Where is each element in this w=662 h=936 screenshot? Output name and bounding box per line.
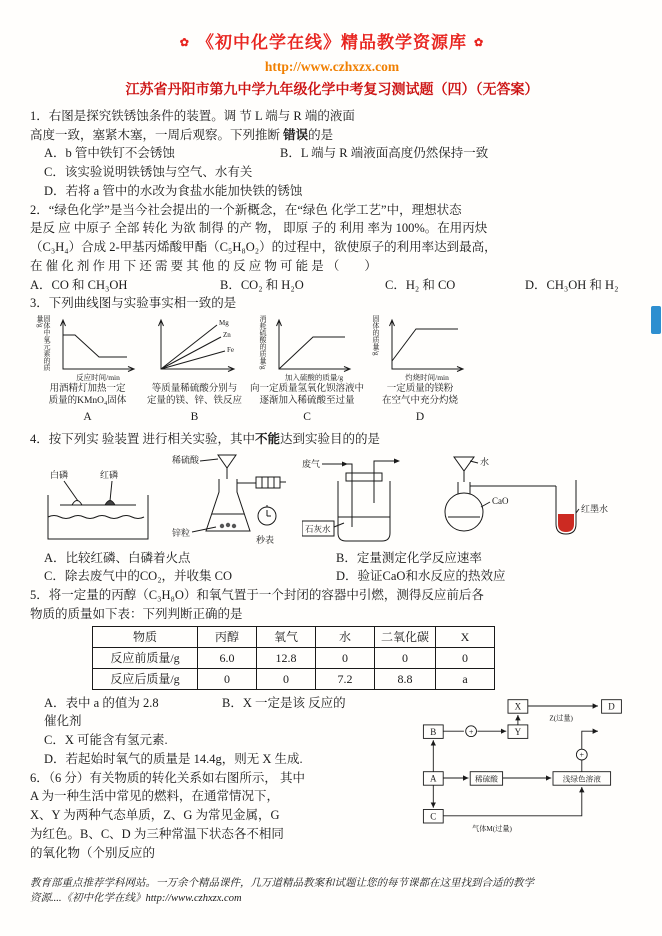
header-x: X xyxy=(436,626,495,647)
box-a-label: A xyxy=(430,773,437,784)
table-row xyxy=(93,647,495,668)
banner-url-link[interactable]: http://www.czhxzx.com xyxy=(264,58,400,74)
flask-neck xyxy=(458,482,470,494)
axes xyxy=(392,321,462,369)
q4-intro-pre: 4．按下列实 验装置 进行相关实验，其中 xyxy=(30,431,256,446)
header-oxygen: 氧气 xyxy=(257,626,316,647)
q3-d-caption1: 一定质量的镁粉 xyxy=(386,384,454,394)
arrow-to-d xyxy=(582,731,598,749)
q1-option-b: B．L 端与 R 端液面高度仍然保持一致 xyxy=(280,146,489,161)
banner-title xyxy=(30,30,634,56)
box-y-label: Y xyxy=(514,726,522,737)
q6-line3: X、Y 为两种气态单质，Z、G 为常见金属，G xyxy=(30,808,280,823)
q3-figure-b xyxy=(147,315,242,426)
q3-c-caption1: 向一定质量氢氧化钡溶液中 xyxy=(250,384,365,394)
q4-apparatus-d-cao-water xyxy=(418,452,613,547)
q1-option-a: A．b 管中铁钉不会锈蚀 xyxy=(44,146,175,161)
q3-b-letter: B xyxy=(190,410,199,423)
q2-options-row xyxy=(30,276,634,295)
q3-figure-a-plot xyxy=(36,315,139,383)
q5-mass-table xyxy=(92,626,495,690)
cell: 0 xyxy=(316,647,375,668)
q3-a-letter: A xyxy=(83,410,92,423)
q3-d-ylabel: 固体的质量/g xyxy=(372,315,381,356)
q6-line2: A 为一种生活中常见的燃料，在通常情况下， xyxy=(30,789,279,804)
curve-rise-plateau xyxy=(279,337,345,369)
left-column xyxy=(30,694,418,863)
section-q5 xyxy=(30,586,634,690)
table-row xyxy=(93,668,495,689)
q3-c-xlabel: 加入硫酸的质量/g xyxy=(284,373,344,382)
q4-option-b: B．定量测定化学反应速率 xyxy=(336,550,482,565)
box-c-label: C xyxy=(430,811,437,822)
q3-figures-row xyxy=(36,315,634,426)
curve-rise-plateau-high xyxy=(392,329,458,361)
section-q4 xyxy=(30,430,634,586)
dropping-funnel xyxy=(454,457,474,471)
footer-line1: 教育部重点推荐学科网站。一万余个精品课件，几万道精品教案和试题让您的每节课都在这里找到合适的教学 xyxy=(30,878,534,890)
box-b-label: B xyxy=(430,726,437,737)
q4-apparatus-b-rate xyxy=(170,452,288,547)
cell: 0 xyxy=(198,668,257,689)
bottom-two-column xyxy=(30,694,634,868)
footer xyxy=(30,877,634,906)
label-red-phosphorus: 红磷 xyxy=(100,469,119,480)
label-waste-gas: 废气 xyxy=(302,458,321,469)
q3-b-caption2: 定量的镁、锌、铁反应 xyxy=(147,396,243,407)
q3-figure-c-plot xyxy=(259,315,355,383)
q3-chart-d xyxy=(380,315,468,383)
dropping-funnel xyxy=(218,455,236,468)
outlet-tube xyxy=(374,461,398,503)
footer-line2-text: 资源....《初中化学在线》 xyxy=(30,893,146,905)
q6-line5: 的氧化物（个别反应的 xyxy=(30,845,156,860)
white-phosphorus-pile xyxy=(72,500,82,505)
q6-line1: 6．（6 分）有关物质的转化关系如右图所示， 其中 xyxy=(30,770,306,785)
green-solution-label: 浅绿色溶液 xyxy=(562,774,601,784)
cell: 6.0 xyxy=(198,647,257,668)
q2-option-a: A．CO 和 CH₃OH xyxy=(30,277,128,292)
label-stopwatch: 秒表 xyxy=(256,534,275,545)
q5-option-a: A．表中 a 的值为 2.8 xyxy=(44,695,159,710)
q3-a-caption1: 用酒精灯加热一定 xyxy=(49,384,126,394)
q3-chart-c xyxy=(267,315,355,383)
q4-apparatus-c-gas-washing xyxy=(302,455,404,547)
curve-fe xyxy=(161,351,225,369)
gas-m-label: 气体M(过量) xyxy=(472,824,512,833)
table-header-row xyxy=(93,626,495,647)
q4-option-a: A．比较红磷、白磷着火点 xyxy=(44,550,191,565)
q1-line2 xyxy=(30,126,634,145)
q5-option-b-cont: 催化剂 xyxy=(44,714,82,729)
q3-a-ylabel: 固体中氧元素的质量/g xyxy=(36,315,51,371)
q2-option-d: D．CH₃OH 和 H₂ xyxy=(525,277,619,292)
q1-line2-post: 的是 xyxy=(308,127,334,142)
q3-d-xlabel: 灼烧时间/min xyxy=(405,373,449,382)
q6-line4: 为红色。B、C、D 为三种常温下状态各不相同 xyxy=(30,826,284,841)
label-mg: Mg xyxy=(218,319,229,327)
q5-intro2: 物质的质量如下表：下列判断正确的是 xyxy=(30,606,243,621)
q5-option-d: D．若起始时氧气的质量是 14.4g，则无 X 生成. xyxy=(44,751,303,766)
zinc-granule xyxy=(220,523,224,527)
label-zinc: 锌粒 xyxy=(172,527,191,538)
q2-option-c: C．H₂ 和 CO xyxy=(385,277,456,292)
cell: 7.2 xyxy=(316,668,375,689)
washing-bottle xyxy=(338,481,390,541)
q3-figure-d xyxy=(372,315,468,426)
box-x-label: X xyxy=(514,701,522,712)
cell: 0 xyxy=(375,647,436,668)
curve-mg xyxy=(161,325,217,369)
q4-option-d: D．验证CaO和水反应的热效应 xyxy=(336,569,506,584)
label-z-excess: Z(过量) xyxy=(549,714,573,723)
red-ink-liquid xyxy=(558,514,574,532)
gas-flow-arrow xyxy=(342,461,348,466)
red-phosphorus-pile xyxy=(105,500,115,505)
q3-c-letter: C xyxy=(303,410,311,423)
q4-intro-emphasis: 不能 xyxy=(255,431,281,446)
footer-url-link[interactable]: http://www.czhxzx.com xyxy=(145,893,242,905)
q3-d-caption2: 在空气中充分灼烧 xyxy=(382,396,459,407)
q2-line3: （C₃H₄）合成 2-甲基丙烯酸甲酯（C₅H₈O₂）的过程中，欲使原子的利用率达到最高， xyxy=(30,240,497,254)
stopper xyxy=(346,473,382,481)
flower-ornament-right-icon: ✿ xyxy=(474,37,485,49)
q1-line2-emphasis: 错误 xyxy=(283,127,309,142)
label-red-ink: 红墨水 xyxy=(581,503,609,514)
header-propanol: 丙醇 xyxy=(198,626,257,647)
q1-options-row1 xyxy=(30,144,634,163)
section-q1 xyxy=(30,107,634,201)
axes xyxy=(279,321,349,369)
q5-option-c: C．X 可能含有氢元素. xyxy=(44,733,168,748)
site-banner xyxy=(30,30,634,77)
label-water: 水 xyxy=(480,456,490,467)
q1-line1: 1．右图是探究铁锈蚀条件的装置。调 节 L 端与 R 端的液面 xyxy=(30,108,355,123)
q3-d-letter: D xyxy=(415,410,425,423)
q1-line2-pre: 高度一致，塞紧木塞，一周后观察。下列推断 xyxy=(30,127,284,142)
curve-decreasing xyxy=(63,335,127,357)
axes xyxy=(161,321,233,369)
axes xyxy=(63,321,133,369)
q3-b-caption1: 等质量稀硫酸分别与 xyxy=(151,384,238,394)
q3-intro: 3．下列曲线图与实验事实相一致的是 xyxy=(30,296,237,311)
dilute-acid-label: 稀硫酸 xyxy=(474,774,498,784)
plus-sign: + xyxy=(579,750,585,760)
cell: 12.8 xyxy=(257,647,316,668)
q4-intro xyxy=(30,430,634,449)
q3-c-ylabel: 消耗硫酸的质量/g xyxy=(259,315,268,370)
q4-apparatus-row xyxy=(38,452,634,547)
hot-water-surface xyxy=(48,515,144,518)
scrollbar-thumb[interactable] xyxy=(651,306,661,334)
q4-options-row2 xyxy=(30,567,634,586)
zinc-granule xyxy=(232,523,236,527)
q1-option-d: D．若将 a 管中的水改为食盐水能加快铁的锈蚀 xyxy=(44,183,303,198)
right-column xyxy=(418,694,634,868)
header-substance: 物质 xyxy=(93,626,198,647)
cell: 0 xyxy=(257,668,316,689)
q3-figure-c xyxy=(250,315,364,426)
q3-c-caption2: 逐渐加入稀硫酸至过量 xyxy=(259,396,355,407)
cell: 反应前质量/g xyxy=(93,647,198,668)
cell: 反应后质量/g xyxy=(93,668,198,689)
label-fe: Fe xyxy=(226,346,234,354)
q3-chart-b xyxy=(149,315,241,383)
label-dilute-acid: 稀硫酸 xyxy=(172,454,200,465)
banner-title-text: 《初中化学在线》精品教学资源库 xyxy=(197,33,467,52)
plus-sign: + xyxy=(468,727,474,737)
section-q3 xyxy=(30,294,634,426)
label-white-phosphorus: 白磷 xyxy=(50,469,69,480)
section-q2 xyxy=(30,201,634,295)
q3-a-xlabel: 反应时间/min xyxy=(76,373,120,382)
q4-apparatus-a-phosphorus xyxy=(38,467,156,547)
header-water: 水 xyxy=(316,626,375,647)
round-flask xyxy=(445,493,483,531)
q3-figure-a xyxy=(36,315,139,426)
q2-line2: 是反 应 中原子 全部 转化 为欲 制得 的产 物， 即原 子的 利用 率为 100%。在用丙炔 xyxy=(30,221,488,236)
q2-line4: 在 催 化 剂 作 用 下 还 需 要 其 他 的 反 应 物 可 能 是 （ ） xyxy=(30,258,377,273)
q3-figure-b-plot xyxy=(149,315,241,383)
q4-intro-post: 达到实验目的的是 xyxy=(280,431,381,446)
q3-figure-d-plot xyxy=(372,315,468,383)
q5-options-row1 xyxy=(30,694,418,713)
doc-title: 江苏省丹阳市第九中学九年级化学中考复习测试题（四）（无答案） xyxy=(125,82,539,98)
zinc-granule xyxy=(226,522,230,526)
q5-option-b: B．X 一定是该 反应的 xyxy=(222,695,346,710)
flower-ornament-left-icon: ✿ xyxy=(179,37,190,49)
q2-option-b: B．CO₂ 和 H₂O xyxy=(220,277,304,292)
q2-line1: 2．“绿色化学”是当今社会提出的一个新概念，在“绿色 化学工艺”中，理想状态 xyxy=(30,202,462,217)
cell: 0 xyxy=(436,647,495,668)
q3-a-caption2: 质量的KMnO₄固体 xyxy=(48,396,127,407)
q4-options-row1 xyxy=(30,549,634,568)
curve-zn xyxy=(161,337,221,369)
label-cao: CaO xyxy=(492,495,509,506)
label-zn: Zn xyxy=(222,331,231,339)
footer-line2 xyxy=(30,892,634,907)
q3-chart-a xyxy=(51,315,139,383)
q1-option-c: C．该实验说明铁锈蚀与空气、水有关 xyxy=(44,165,253,179)
label-limewater: 石灰水 xyxy=(305,523,331,534)
header-co2: 二氧化碳 xyxy=(375,626,436,647)
q5-intro1: 5．将一定量的丙醇（C₃H₈O）和氧气置于一个封闭的容器中引燃，测得反应前后各 xyxy=(30,588,484,603)
box-d-label: D xyxy=(608,701,615,712)
arrow-c-to-green xyxy=(443,787,582,816)
q6-conversion-diagram xyxy=(418,694,634,862)
cell: a xyxy=(436,668,495,689)
cell: 8.8 xyxy=(375,668,436,689)
q4-option-c: C．除去废气中的CO₂，并收集 CO xyxy=(44,569,233,584)
